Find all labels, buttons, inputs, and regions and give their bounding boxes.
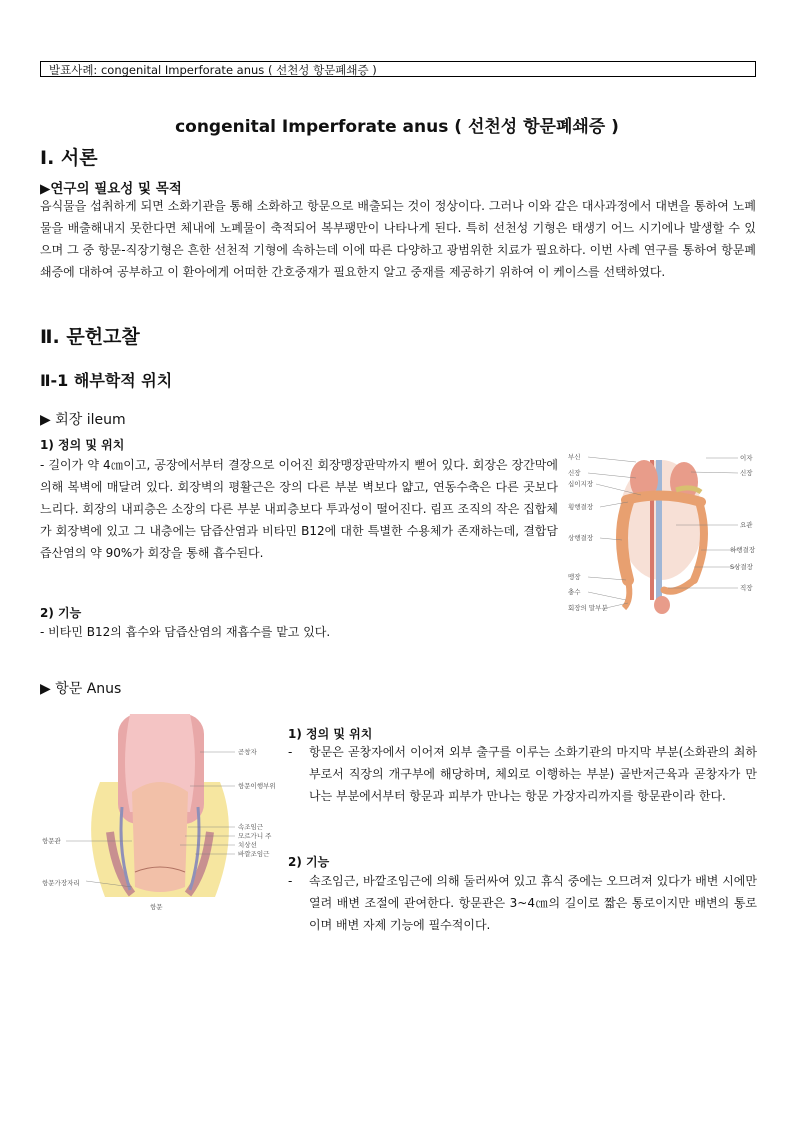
figure-label-left-5: 상행결장 [568, 534, 594, 542]
figure-label-right-5: S상결장 [730, 563, 753, 571]
figure-label-left-6: 맹장 [568, 573, 581, 581]
ileum-definition-label: 1) 정의 및 위치 [40, 438, 125, 452]
figure-label-right-6: 직장 [740, 584, 753, 592]
ileum-heading: ▶ 회장 ileum [40, 412, 126, 428]
figure-label-left-2: 신장 [568, 469, 581, 477]
anus-function-dash: - [288, 874, 293, 888]
anus-label-right-2: 항문이행부위 [238, 782, 276, 790]
anus-label-right-1: 곧창자 [238, 748, 257, 756]
figure-label-left-8: 회장의 말부분 [568, 604, 608, 612]
anus-label-right-3: 속조임근 [238, 823, 264, 831]
figure-label-left-1: 부신 [568, 453, 581, 461]
document-title: congenital Imperforate anus ( 선천성 항문폐쇄증 ) [175, 117, 619, 137]
anatomy-section-heading: Ⅱ-1 해부학적 위치 [40, 371, 173, 390]
anus-label-bottom: 항문 [150, 903, 163, 911]
header-box: 발표사례: congenital Imperforate anus ( 선천성 항문폐쇄증 ) [40, 61, 756, 77]
anus-definition-text: 항문은 곧창자에서 이어져 외부 출구를 이루는 소화기관의 마지막 부분(소화관의 최하부로서 직장의 개구부에 해당하며, 체외로 이행하는 부분) 골반저근육과 곧창자가 만나는 부분에서부터 항문과 피부가 만나는 항문 가장자리까지를 항문관이라 한다. [309, 745, 757, 803]
figure-label-left-3: 십이지장 [568, 480, 594, 488]
figure-label-right-2: 신장 [740, 469, 753, 477]
figure-label-right-3: 요관 [740, 521, 753, 529]
ileum-function-label: 2) 기능 [40, 606, 82, 620]
literature-heading: Ⅱ. 문헌고찰 [40, 326, 140, 348]
anus-label-right-5: 치상선 [238, 841, 257, 849]
anus-definition-label: 1) 정의 및 위치 [288, 727, 373, 741]
anus-label-right-6: 바깥조임근 [238, 850, 270, 858]
anus-label-left-1: 항문관 [42, 837, 61, 845]
figure-label-left-7: 충수 [568, 588, 581, 596]
ileum-function-text: - 비타민 B12의 흡수와 담즙산염의 재흡수를 맡고 있다. [40, 625, 331, 639]
intro-heading: Ⅰ. 서론 [40, 147, 98, 169]
intro-paragraph: 음식물을 섭취하게 되면 소화기관을 통해 소화하고 항문으로 배출되는 것이 정상이다. 그러나 이와 같은 대사과정에서 대변을 통하여 노폐물을 배출해내지 못한다면 체내에 노폐물이 축적되어 복부팽만이 나타나게 된다. 특히 선천성 기형은 태생기 어느 시기에나 발생할 수 있으며 그 중 항문-직장기형은 흔한 선천적 기형에 속하는데 이에 따른 다양하고 광범위한 치료가 필요하다. 이번 사례 연구를 통하여 항문폐쇄증에 대하여 공부하고 이 환아에게 어떠한 간호중재가 필요한지 알고 중재를 제공하기 위하여 이 케이스를 선택하였다. [40, 199, 756, 279]
anus-label-right-4: 모르가니 주 [238, 832, 272, 840]
anus-function-text: 속조임근, 바깥조임근에 의해 둘러싸여 있고 휴식 중에는 오므려져 있다가 배변 시에만 열려 배변 조절에 관여한다. 항문관은 3~4㎝의 길이로 짧은 통로이지만 배변의 통로이며 배변 자제 기능에 필수적이다. [309, 874, 757, 932]
intro-subheading: ▶연구의 필요성 및 목적 [40, 181, 182, 197]
ileum-definition-text: - 길이가 약 4㎝이고, 공장에서부터 결장으로 이어진 회장맹장판막까지 뻗어 있다. 회장은 장간막에 의해 복벽에 매달려 있다. 회장벽의 평활근은 장의 다른 부분 벽보다 얇고, 연동수축은 다른 곳보다 느리다. 회장의 내피층은 소장의 다른 부분 내피층보다 투과성이 떨어진다. 림프 조직의 작은 집합체가 회장벽에 있고 그 내층에는 담즙산염과 비타민 B12에 대한 특별한 수용체가 존재하는데, 결합담즙산염의 약 90%가 회장을 통해 흡수된다. [40, 458, 558, 560]
anus-heading: ▶ 항문 Anus [40, 681, 122, 697]
anus-definition-dash: - [288, 745, 293, 759]
digestive-system-figure [566, 440, 756, 616]
anal-canal-figure [40, 712, 280, 912]
anus-function-label: 2) 기능 [288, 855, 330, 869]
figure-label-left-4: 횡행결장 [568, 503, 594, 511]
figure-label-right-4: 하행결장 [730, 546, 756, 554]
figure-label-right-1: 이자 [740, 454, 753, 462]
anus-label-left-2: 항문가장자리 [42, 879, 80, 887]
